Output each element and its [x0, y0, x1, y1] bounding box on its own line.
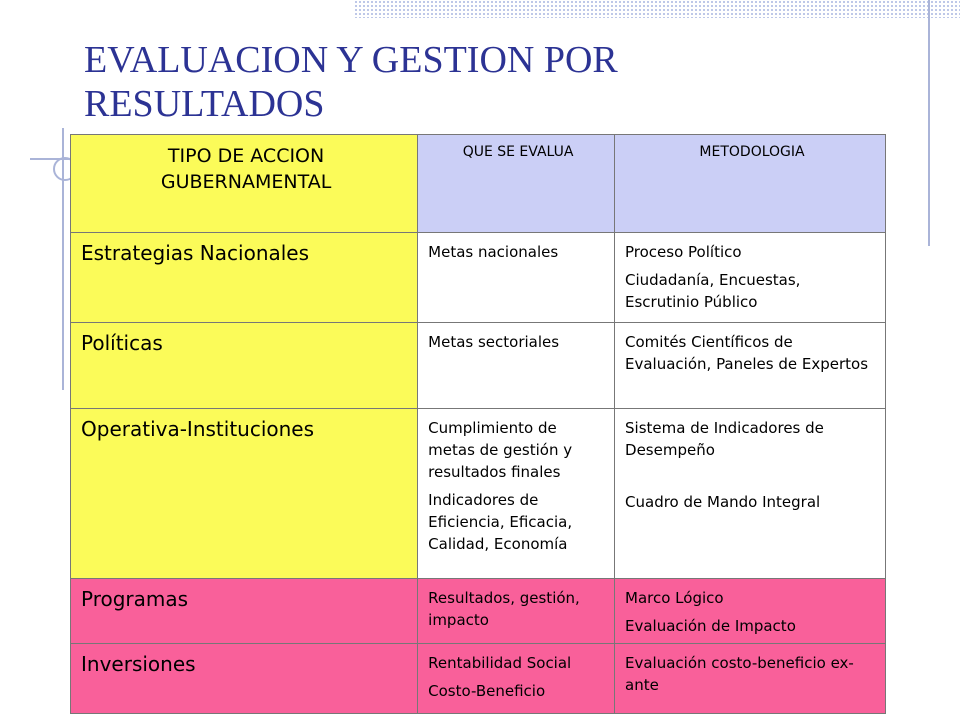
- cell-text: Resultados, gestión, impacto: [428, 589, 580, 629]
- cell-text: Metas nacionales: [428, 243, 559, 261]
- method-cell: [615, 233, 886, 323]
- method-cell: [615, 323, 886, 409]
- cell-text: Marco Lógico: [625, 589, 724, 607]
- cell-text: Proceso Político: [625, 243, 742, 261]
- row-label: Políticas: [71, 323, 418, 409]
- cell-text: Evaluación costo-beneficio ex-ante: [625, 654, 854, 694]
- cell-text: Indicadores de Eficiencia, Eficacia, Calidad, Economía: [428, 491, 573, 553]
- table-row: [71, 579, 886, 644]
- row-label: Inversiones: [71, 644, 418, 714]
- table-header-row: [71, 135, 886, 233]
- what-cell: [418, 644, 615, 714]
- cell-text: Sistema de Indicadores de Desempeño: [625, 419, 824, 459]
- cell-text: Evaluación de Impacto: [625, 617, 796, 635]
- cell-text: Comités Científicos de Evaluación, Paneles de Expertos: [625, 333, 869, 373]
- slide-title: EVALUACION Y GESTION POR RESULTADOS: [84, 39, 618, 125]
- method-cell: [615, 579, 886, 644]
- cell-text: Metas sectoriales: [428, 333, 560, 351]
- what-cell: [418, 579, 615, 644]
- header-metodologia: METODOLOGIA: [615, 135, 886, 233]
- table-row: [71, 409, 886, 579]
- cell-text: Cumplimiento de metas de gestión y resultados finales: [428, 419, 573, 481]
- table-row: [71, 644, 886, 714]
- row-label: Programas: [71, 579, 418, 644]
- what-cell: [418, 323, 615, 409]
- decorative-dot-band: [354, 0, 960, 18]
- header-tipo-accion: TIPO DE ACCION GUBERNAMENTAL: [71, 135, 418, 233]
- evaluation-table: [70, 134, 886, 714]
- cell-text: Costo-Beneficio: [428, 682, 546, 700]
- row-label: Operativa-Instituciones: [71, 409, 418, 579]
- cell-text: Rentabilidad Social: [428, 654, 572, 672]
- what-cell: [418, 233, 615, 323]
- cell-text: Cuadro de Mando Integral: [625, 493, 821, 511]
- table-row: [71, 233, 886, 323]
- decorative-line: [928, 0, 930, 246]
- method-cell: [615, 644, 886, 714]
- header-que-se-evalua: QUE SE EVALUA: [418, 135, 615, 233]
- table-row: [71, 323, 886, 409]
- row-label: Estrategias Nacionales: [71, 233, 418, 323]
- method-cell: [615, 409, 886, 579]
- what-cell: [418, 409, 615, 579]
- cell-text: Ciudadanía, Encuestas, Escrutinio Público: [625, 271, 801, 311]
